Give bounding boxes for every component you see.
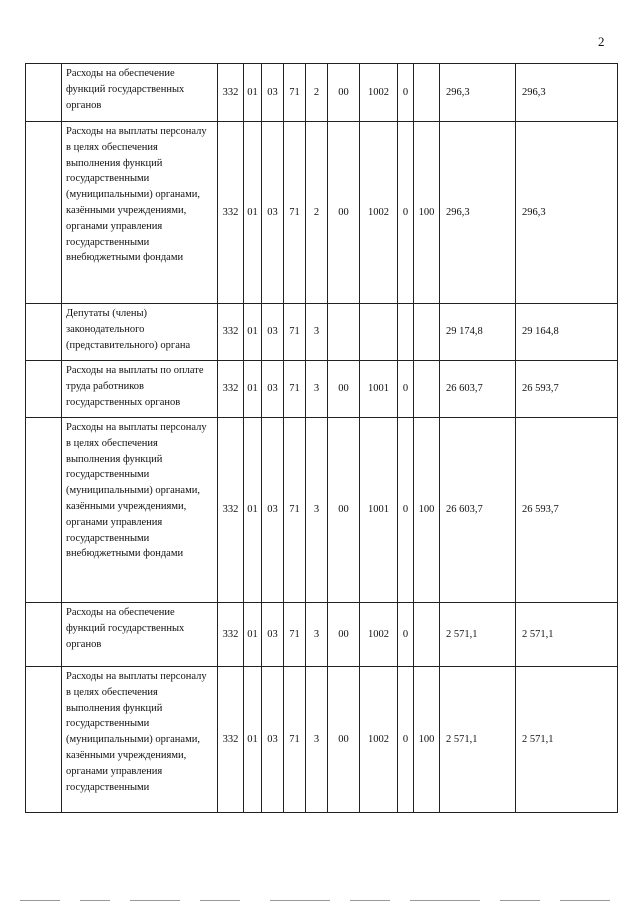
ministry-code: 332: [218, 418, 244, 603]
direction-code: [328, 304, 360, 361]
detail-code: [398, 304, 414, 361]
expense-type-code: [414, 64, 440, 122]
ministry-code: 332: [218, 361, 244, 418]
amount-year1: 2 571,1: [440, 667, 516, 813]
amount-year1: 296,3: [440, 64, 516, 122]
program-code: 71: [284, 667, 306, 813]
expense-type-code: [414, 304, 440, 361]
subsection-code: 03: [262, 603, 284, 667]
program-code: 71: [284, 304, 306, 361]
row-index-cell: [26, 122, 62, 304]
section-code: 01: [244, 122, 262, 304]
table-row: [26, 122, 618, 304]
expense-code: 1002: [360, 64, 398, 122]
amount-year2: 2 571,1: [516, 603, 618, 667]
row-index-cell: [26, 418, 62, 603]
detail-code: 0: [398, 64, 414, 122]
expense-code: 1002: [360, 122, 398, 304]
row-description: Депутаты (члены) законодательного (представительного) органа: [62, 304, 218, 361]
subsection-code: 03: [262, 667, 284, 813]
amount-year1: 296,3: [440, 122, 516, 304]
section-code: 01: [244, 304, 262, 361]
direction-code: 00: [328, 122, 360, 304]
subprogram-code: 3: [306, 304, 328, 361]
subsection-code: 03: [262, 304, 284, 361]
direction-code: 00: [328, 361, 360, 418]
row-description: Расходы на выплаты персоналу в целях обеспечения выполнения функций государственными (муниципальными) органами, казёнными учреждениями, органами управления государственными внебюджетными фондами: [62, 122, 218, 304]
ministry-code: 332: [218, 64, 244, 122]
ministry-code: 332: [218, 304, 244, 361]
amount-year1: 29 174,8: [440, 304, 516, 361]
program-code: 71: [284, 603, 306, 667]
amount-year2: 296,3: [516, 64, 618, 122]
program-code: 71: [284, 122, 306, 304]
scan-bottom-edge: [0, 896, 640, 905]
table-row: [26, 667, 618, 813]
subprogram-code: 2: [306, 122, 328, 304]
direction-code: 00: [328, 418, 360, 603]
section-code: 01: [244, 603, 262, 667]
expense-type-code: [414, 361, 440, 418]
expense-code: 1001: [360, 418, 398, 603]
page-number: 2: [598, 34, 605, 49]
row-index-cell: [26, 361, 62, 418]
program-code: 71: [284, 361, 306, 418]
section-code: 01: [244, 667, 262, 813]
table-row: [26, 418, 618, 603]
row-index-cell: [26, 64, 62, 122]
direction-code: 00: [328, 667, 360, 813]
amount-year2: 26 593,7: [516, 361, 618, 418]
amount-year1: 2 571,1: [440, 603, 516, 667]
row-index-cell: [26, 667, 62, 813]
subprogram-code: 3: [306, 603, 328, 667]
section-code: 01: [244, 418, 262, 603]
amount-year2: 26 593,7: [516, 418, 618, 603]
subsection-code: 03: [262, 64, 284, 122]
row-description: Расходы на обеспечение функций государственных органов: [62, 64, 218, 122]
row-description: Расходы на обеспечение функций государственных органов: [62, 603, 218, 667]
budget-table: [25, 63, 618, 813]
subprogram-code: 3: [306, 418, 328, 603]
expense-type-code: [414, 603, 440, 667]
row-description: Расходы на выплаты персоналу в целях обеспечения выполнения функций государственными (муниципальными) органами, казёнными учреждениями, органами управления государственными внебюджетными фондами: [62, 418, 218, 603]
row-description: Расходы на выплаты по оплате труда работников государственных органов: [62, 361, 218, 418]
section-code: 01: [244, 64, 262, 122]
expense-code: 1001: [360, 361, 398, 418]
program-code: 71: [284, 64, 306, 122]
ministry-code: 332: [218, 122, 244, 304]
program-code: 71: [284, 418, 306, 603]
direction-code: 00: [328, 64, 360, 122]
amount-year2: 296,3: [516, 122, 618, 304]
detail-code: 0: [398, 418, 414, 603]
amount-year1: 26 603,7: [440, 418, 516, 603]
expense-code: 1002: [360, 603, 398, 667]
subsection-code: 03: [262, 361, 284, 418]
amount-year1: 26 603,7: [440, 361, 516, 418]
table-row: [26, 361, 618, 418]
expense-type-code: 100: [414, 122, 440, 304]
row-description: Расходы на выплаты персоналу в целях обеспечения выполнения функций государственными (муниципальными) органами, казёнными учреждениями, органами управления государственными: [62, 667, 218, 813]
expense-type-code: 100: [414, 667, 440, 813]
table-row: [26, 64, 618, 122]
row-index-cell: [26, 304, 62, 361]
detail-code: 0: [398, 361, 414, 418]
ministry-code: 332: [218, 603, 244, 667]
direction-code: 00: [328, 603, 360, 667]
amount-year2: 29 164,8: [516, 304, 618, 361]
subprogram-code: 2: [306, 64, 328, 122]
ministry-code: 332: [218, 667, 244, 813]
detail-code: 0: [398, 122, 414, 304]
subsection-code: 03: [262, 418, 284, 603]
subsection-code: 03: [262, 122, 284, 304]
subprogram-code: 3: [306, 361, 328, 418]
table-row: [26, 304, 618, 361]
section-code: 01: [244, 361, 262, 418]
row-index-cell: [26, 603, 62, 667]
table-row: [26, 603, 618, 667]
amount-year2: 2 571,1: [516, 667, 618, 813]
subprogram-code: 3: [306, 667, 328, 813]
expense-code: 1002: [360, 667, 398, 813]
detail-code: 0: [398, 667, 414, 813]
detail-code: 0: [398, 603, 414, 667]
expense-code: [360, 304, 398, 361]
expense-type-code: 100: [414, 418, 440, 603]
